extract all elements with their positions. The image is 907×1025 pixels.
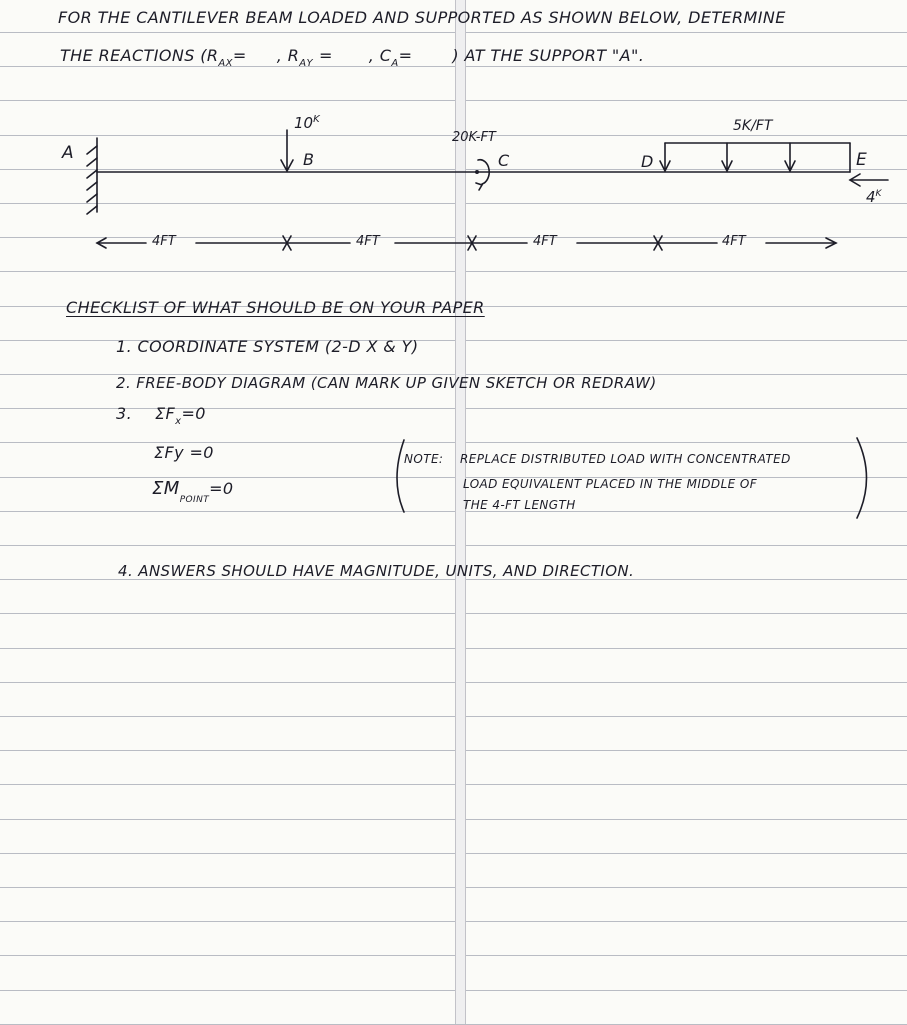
- eq-m-main: ΣM: [152, 478, 180, 499]
- point-d-label: D: [641, 152, 654, 171]
- eq-m-rest: =0: [209, 479, 234, 498]
- wall-hatching: [87, 146, 97, 214]
- distributed-load-label: 5K/FT: [733, 118, 773, 134]
- rax-label: R: [206, 46, 219, 65]
- note-left-bracket: [397, 440, 404, 512]
- distributed-load-arrows: [660, 143, 850, 172]
- point-a-label: A: [62, 143, 74, 163]
- note-line-2: LOAD EQUIVALENT PLACED IN THE MIDDLE OF: [463, 477, 757, 491]
- point-b-label: B: [303, 150, 314, 169]
- load-b-value: 10: [294, 114, 314, 132]
- checklist-item-4: 4. ANSWERS SHOULD HAVE MAGNITUDE, UNITS, AND DIRECTION.: [118, 562, 635, 580]
- note-lead: NOTE:: [404, 452, 444, 466]
- dimension-cd: 4FT: [533, 234, 557, 249]
- moment-c-label: 20K-FT: [452, 130, 496, 145]
- moment-c-arrow: [475, 160, 489, 190]
- load-e-value: 4: [866, 188, 876, 206]
- line2-suffix: ) AT THE SUPPORT "A".: [452, 46, 645, 65]
- dimension-bc: 4FT: [356, 234, 380, 249]
- rax-subscript: AX: [218, 58, 233, 69]
- eq-fx-rest: =0: [181, 404, 206, 423]
- point-load-b-arrow: [281, 130, 293, 171]
- equation-sum-fx: [155, 404, 206, 427]
- ray-subscript: AY: [299, 58, 313, 69]
- checklist-item-1: 1. COORDINATE SYSTEM (2-D X & Y): [116, 337, 419, 356]
- checklist-item-2: 2. FREE-BODY DIAGRAM (CAN MARK UP GIVEN SKETCH OR REDRAW): [116, 374, 657, 392]
- load-b-label: [294, 114, 320, 132]
- point-e-label: E: [856, 150, 867, 170]
- rax-equals: =: [232, 46, 247, 65]
- problem-statement-line1: FOR THE CANTILEVER BEAM LOADED AND SUPPORTED AS SHOWN BELOW, DETERMINE: [58, 8, 786, 27]
- load-e-label: [866, 188, 881, 206]
- checklist-title: CHECKLIST OF WHAT SHOULD BE ON YOUR PAPER: [66, 298, 485, 317]
- note-right-bracket: [857, 438, 867, 518]
- ray-equals: =: [318, 46, 333, 65]
- ca-equals: =: [398, 46, 413, 65]
- ca-label: , C: [368, 46, 392, 65]
- note-line-1: REPLACE DISTRIBUTED LOAD WITH CONCENTRATED: [460, 452, 791, 466]
- checklist-item-3-number: 3.: [116, 404, 133, 423]
- eq-fx-main: ΣF: [155, 404, 176, 423]
- point-c-label: C: [498, 151, 510, 170]
- eq-fx-sub: x: [175, 416, 182, 427]
- load-b-unit: K: [313, 114, 320, 125]
- ca-subscript: A: [391, 58, 399, 69]
- ray-label: , R: [276, 46, 300, 65]
- equation-sum-fy: ΣFy =0: [154, 443, 214, 462]
- line2-prefix: THE REACTIONS (: [60, 46, 207, 65]
- dimension-ab: 4FT: [152, 234, 176, 249]
- eq-m-sub: POINT: [179, 495, 210, 505]
- note-line-3: THE 4-FT LENGTH: [463, 498, 576, 512]
- dimension-de: 4FT: [722, 234, 746, 249]
- load-e-unit: K: [875, 189, 882, 199]
- equation-sum-moment: [152, 478, 234, 505]
- load-e-arrow: [850, 174, 888, 186]
